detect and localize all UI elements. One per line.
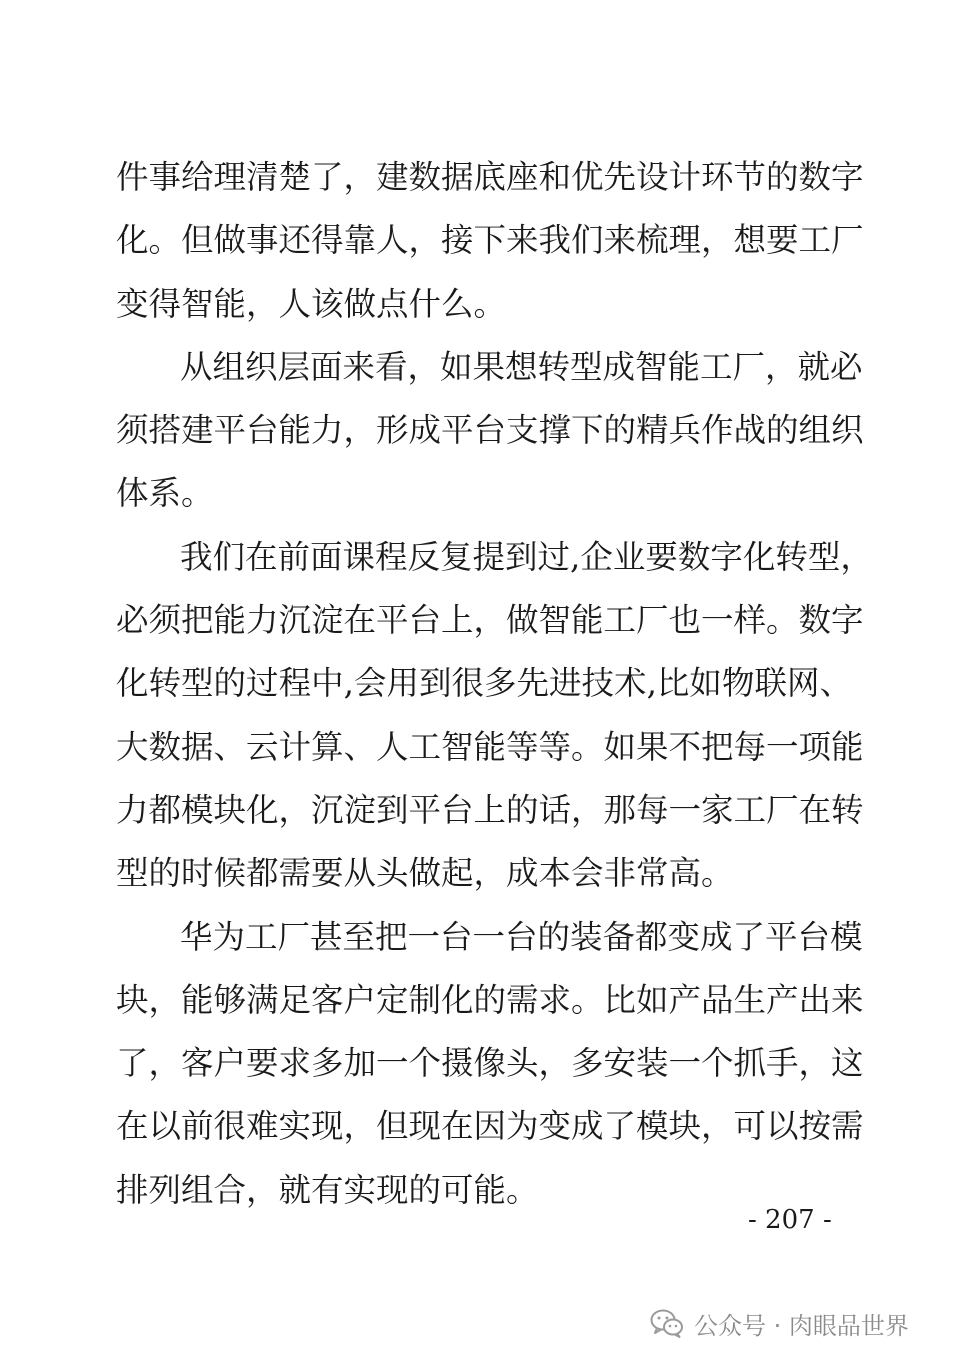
text-line: 我们在前面课程反复提到过,企业要数字化转型， [180, 537, 873, 576]
text-line: 力都模块化，沉淀到平台上的话，那每一家工厂在转 [116, 790, 864, 829]
watermark [650, 1302, 909, 1344]
text-line: 型的时候都需要从头做起，成本会非常高。 [116, 854, 734, 893]
text-line: 华为工厂甚至把一台一台的装备都变成了平台模 [180, 917, 863, 956]
text-line: 化转型的过程中,会用到很多先进技术,比如物联网、 [116, 664, 852, 703]
text-line: 体系。 [116, 474, 214, 513]
wechat-icon [650, 1308, 684, 1338]
text-line: 件事给理清楚了，建数据底座和优先设计环节的数字 [116, 158, 864, 196]
text-line: 了，客户要求多加一个摄像头，多安装一个抓手，这 [116, 1044, 864, 1083]
text-line: 变得智能，人该做点什么。 [116, 284, 507, 323]
watermark-text: 公众号 · 肉眼品世界 [694, 1311, 909, 1340]
text-line: 须搭建平台能力，形成平台支撑下的精兵作战的组织 [116, 411, 864, 450]
text-line: 从组织层面来看，如果想转型成智能工厂，就必 [180, 347, 863, 386]
text-line: 块，能够满足客户定制化的需求。比如产品生产出来 [116, 980, 864, 1019]
text-line: 排列组合，就有实现的可能。 [116, 1170, 539, 1209]
text-line: 化。但做事还得靠人，接下来我们来梳理，想要工厂 [116, 221, 864, 260]
text-line: 在以前很难实现，但现在因为变成了模块，可以按需 [116, 1107, 864, 1146]
text-line: 大数据、云计算、人工智能等等。如果不把每一项能 [116, 727, 864, 766]
document-body [116, 146, 873, 1222]
text-line: 必须把能力沉淀在平台上，做智能工厂也一样。数字 [116, 601, 864, 640]
page-number: - 207 - [748, 1205, 832, 1235]
